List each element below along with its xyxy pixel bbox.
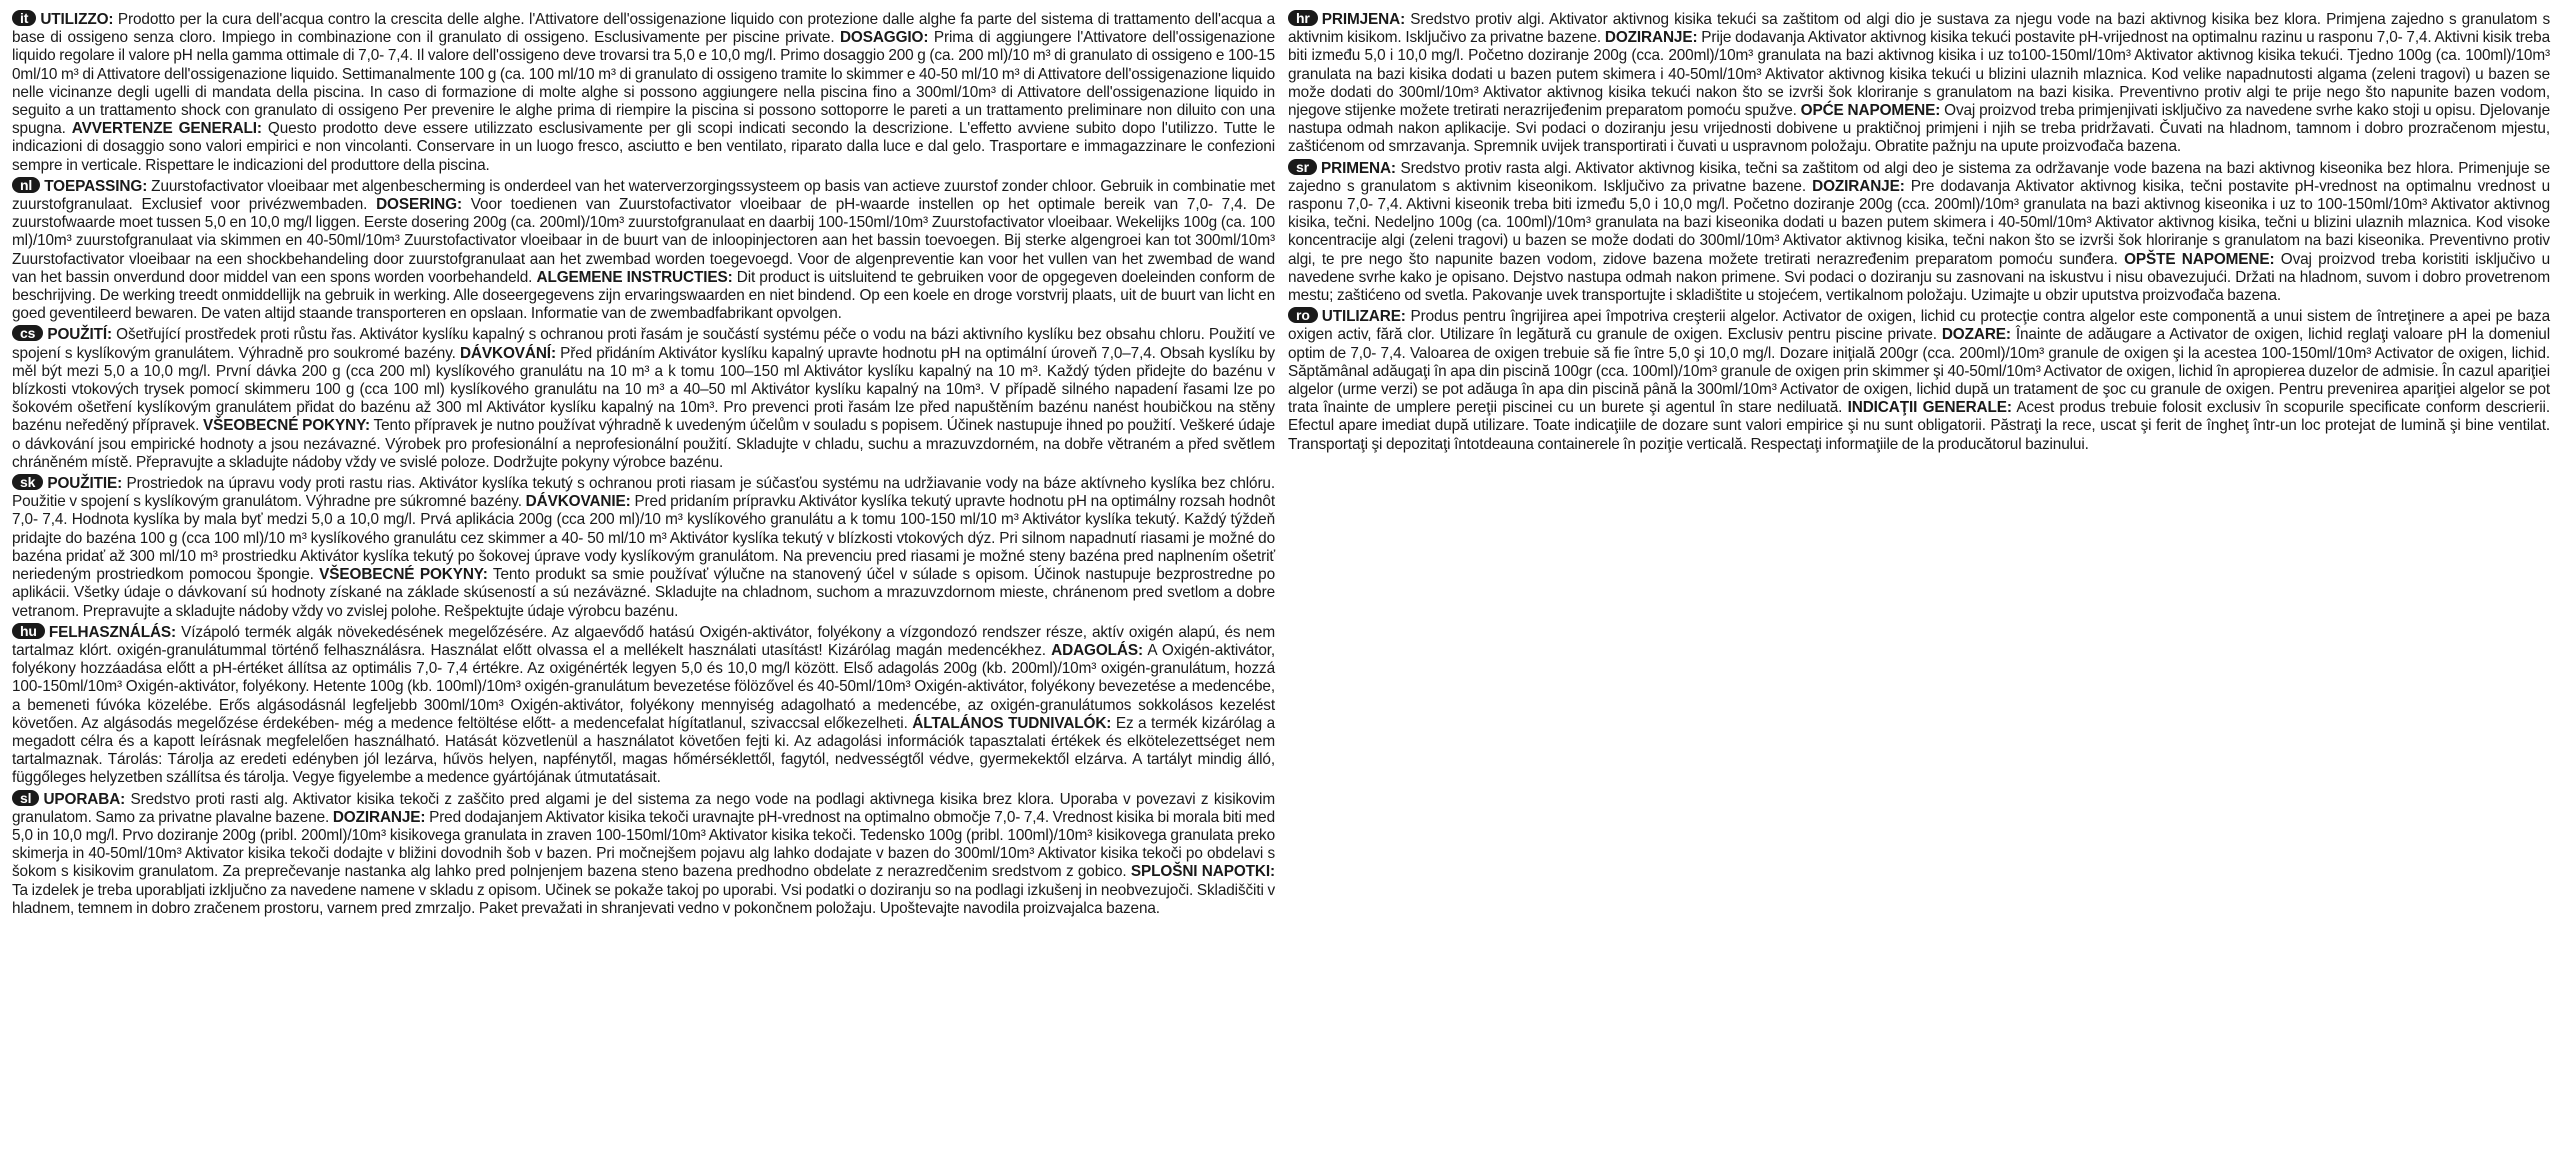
section-text: A Oxigén-aktivátor, folyékony hozzáadása előtt a pH-értéket állítsa az optimális 7,0- 7,4 értékre. Az oxigénérték legyen 5,0 és 10,0 mg/l között. Első adagolás 200g (kb. 200ml)/10m³ oxigén-granulátum, hozzá 100-150ml/10m³ Oxigén-aktivátor, folyékony. Hetente 100g (kb. 100ml)/10m³ oxigén-granulátum bevezetése fölözővel és 40-50ml/10m³ Oxigén-aktivátor, folyékony bevezetése a medencébe, a bemeneti fúvóka közelébe. Erős algásodásnál legfeljebb 300ml/10m³ Oxigén-aktivátor, folyékony mennyiség adagolható a medencébe, az oxigén-granulátumos sokkolásos kezelést követően. Az algásodás megelőzése érdekében- még a medence feltöltése előtt- a medencefalat hígítatlanul, szivaccsal előkezelheti.	[12, 641, 1276, 732]
language-badge-sr: sr	[1288, 159, 1317, 175]
section-heading: DOSAGGIO:	[839, 29, 929, 47]
section-heading: DOZIRANJE:	[332, 808, 426, 826]
section-text: Prostriedok na úpravu vody proti rastu rias. Aktivátor kyslíka tekutý s ochranou proti riasam je súčasťou systému na udržiavanie vody na báze aktívneho kyslíka bez chlóru. Použitie v spojení s kyslíkovým granulátom. Výhradne pre súkromné bazény.	[12, 475, 1275, 511]
section-text: Před přidáním Aktivátor kyslíku kapalný upravte hodnotu pH na optimální úroveň 7,0–7,4. Obsah kyslíku by měl být mezi 5,0 a 10,0 mg/l. První dávka 200 g (cca 200 ml) kyslíkového granulátu na 10 m³ a k tomu 100–150 ml Aktivátor kyslíku kapalný na 10 m³. Každý týden přidejte do bazénu v blízkosti vtokových trysek pomocí skimmeru 100 g (cca 100 ml) kyslíkového granulátu na 10 m³ a 40–50 ml Aktivátor kyslíku kapalný na 10m³. V případě silného napadení řasami lze po šokovém ošetření kyslíkovým granulátem přidat do bazénu až 300 ml Aktivátor kyslíku kapalný na 10m³. Pro prevenci proti řasám lze před napuštěním bazénu nanést houbičkou na stěny bazénu neředěný přípravek.	[12, 344, 1275, 435]
language-badge-sl: sl	[12, 790, 39, 806]
section-heading: SPLOŠNI NAPOTKI:	[1130, 863, 1276, 881]
section-text: Pred pridaním prípravku Aktivátor kyslíka tekutý upravte hodnotu pH na optimálny rozsah hodnôt 7,0- 7,4. Hodnota kyslíka by mala byť medzi 5,0 a 10,0 mg/l. Prvá aplikácia 200g (cca 200 ml)/10 m³ kyslíkového granulátu a k tomu 100-150 ml/10 m³ Aktivátor kyslíka tekutý. Každý týždeň pridajte do bazéna 100 g (cca 100 ml)/10 m³ kyslíkového granulátu cez skimmer a 40- 50 ml/10 m³ Aktivátor kyslíka tekutý v blízkosti vtokových dýz. Pri silnom napadnutí riasami je možné do bazéna pridať až 300 ml/10 m³ prostriedku Aktivátor kyslíka tekutý po šokovej úprave vody kyslíkovým granulátom. Na prevenciu pred riasami je možné steny bazéna pred naplnením ošetriť neriedeným prostriedkom pomocou špongie.	[12, 493, 1275, 584]
section-text: Sredstvo protiv algi. Aktivator aktivnog kisika tekući sa zaštitom od algi dio je sustava za njegu vode na bazi aktivnog kisika bez klora. Primjena zajedno s granulatom s aktivnim kisikom. Isključivo za privatne bazene.	[1288, 11, 2550, 47]
section-heading: ALGEMENE INSTRUCTIES:	[536, 268, 733, 286]
left-column	[12, 10, 1275, 920]
section-heading: OPĆE NAPOMENE:	[1800, 102, 1941, 120]
section-heading: UPORABA:	[43, 790, 126, 808]
section-heading: DÁVKOVÁNÍ:	[459, 344, 556, 362]
language-badge-ro: ro	[1288, 307, 1318, 323]
section-heading: OPŠTE NAPOMENE:	[2124, 250, 2275, 268]
section-heading: PRIMJENA:	[1321, 11, 1406, 28]
section-text: Produs pentru îngrijirea apei împotriva creşterii algelor. Activator de oxigen, lichid cu protecţie contra algelor este componentă a unui sistem de întreţinere a apei pe baza oxigen activ, fără clor. Utilizare în legătură cu granule de oxigen. Exclusiv pentru piscine private.	[1288, 308, 2550, 344]
section-text: Înainte de adăugare a Activator de oxigen, lichid reglaţi valoare pH la domeniul optim de 7,0- 7,4. Valoarea de oxigen trebuie să fie între 5,0 şi 10,0 mg/l. Dozare iniţială 200gr (cca. 200ml)/10m³ granule de oxigen şi la acestea 100-150ml/10m³ Activator de oxigen, lichid. Săptămânal adăugaţi în apa din piscină 100gr (cca. 100ml)/10m³ granule de oxigen prin skimmer şi 40-50ml/10m³ Activator de oxigen, lichid în apropierea duzelor de admisie. În cazul apariţiei algelor (urme verzi) se pot adăuga în apa din piscină până la 300ml/10m³ Activator de oxigen, lichid după un tratament de şoc cu granule de oxigen. Pentru prevenirea apariţiei algelor se pot trata înainte de umplere pereţii piscinei cu un burete şi agentul în stare nediluată.	[1288, 326, 2550, 417]
section-text: Prima di aggiungere l'Attivatore dell'ossigenazione liquido regolare il valore pH nella gamma ottimale di 7,0- 7,4. Il valore dell'ossigeno deve trovarsi tra 5,0 e 10,0 mg/l. Primo dosaggio 200 g (ca. 200 ml)/10 m³ di granulato di ossigeno e 100-15 0ml/10 m³ di Attivatore dell'ossigenazione liquido. Settimanalmente 100 g (ca. 100 ml/10 m³ di granulato di ossigeno tramite lo skimmer e 40-50 ml/10 m³ di Attivatore dell'ossigenazione liquido nelle vicinanze degli ugelli di mandata della piscina. In caso di formazione di molte alghe si possono aggiungere nella piscina fino a 300ml/10m³ di Attivatore dell'ossigenazione liquido in seguito a un trattamento shock con granulato di ossigeno Per prevenire le alghe prima di riempire la piscina si possono sottoporre le pareti a un trattamento preliminare non diluito con una spugna.	[12, 29, 1275, 138]
section-text: Ovaj proizvod treba koristiti isključivo u navedene svrhe kako je opisano. Dejstvo nastupa odmah nakon primene. Svi podaci o doziranju su zasnovani na iskustvu i nisu obavezujući. Držati na hladnom, suvom i dobro provetrenom mestu; zaštićeno od svetla. Pakovanje uvek transportujte i skladištite u stojećem, vertikalnom položaju. Uzimajte u obzir uputstva proizvođača bazena.	[1288, 250, 2551, 305]
section-text: Prodotto per la cura dell'acqua contro la crescita delle alghe. l'Attivatore dell'ossigenazione liquido con protezione dalle alghe fa parte del sistema di trattamento dell'acqua a base di ossigeno senza cloro. Impiego in combinazione con il granulato di ossigeno. Esclusivamente per piscine private.	[12, 11, 1275, 47]
section-text: Ez a termék kizárólag a megadott célra és a kapott leírásnak megfelelően használható. Hatását közvetlenül a használatot követően fejti ki. Az adagolási információk tapasztalati értékek és elkötelezettséget nem tartalmaznak. Tárolás: Tárolja az eredeti edényben jól lezárva, hűvös helyen, napfénytől, magas hőmérséklettől, fagytól, nedvességtől védve, gyermekektől elzárva. A tartályt mindig álló, függőleges helyzetben szállítsa és tárolja. Vegye figyelembe a medence gyártójának útmutatásait.	[12, 714, 1275, 787]
section-sk	[12, 474, 1275, 621]
section-heading: DOZIRANJE:	[1812, 177, 1905, 195]
section-heading: POUŽITÍ:	[47, 326, 113, 344]
section-text: Tento přípravek je nutno používat výhradně k uvedeným účelům v souladu s popisem. Účinek nastupuje ihned po použití. Veškeré údaje o dávkování jsou empirické hodnoty a jsou nezávazné. Výrobek pro profesionální a neprofesionální použití. Skladujte v chladu, suchu a mrazuvzdorném, na dobře větraném a před světlem chráněném místě. Přepravujte a skladujte nádoby vždy ve svislé poloze. Dodržujte pokyny výrobce bazénu.	[12, 417, 1276, 471]
section-heading: FELHASZNÁLÁS:	[48, 623, 177, 641]
section-text: Acest produs trebuie folosit exclusiv în scopurile specificate conform descrierii. Efectul apare imediat după utilizare. Toate indicaţiile de dozare sunt valori empirice şi nu sunt obligatorii. Păstraţi la rece, uscat şi ferit de îngheţ într-un loc protejat de lumină şi bine ventilat. Transportaţi şi depozitaţi întotdeauna containerele în poziţie verticală. Respectaţi informaţiile de la producătorul bazinului.	[1288, 399, 2550, 453]
section-text: Tento produkt sa smie používať výlučne na stanovený účel v súlade s opisom. Účinok nastupuje bezprostredne po aplikácii. Všetky údaje o dávkovaní sú hodnoty získané na základe skúseností a sú nezáväzné. Skladujte na chladnom, suchom a mrazuvzdornom mieste, chránenom pred svetlom a dobre vetranom. Prepravujte a skladujte nádoby vždy vo zvislej polohe. Rešpektujte údaje výrobcu bazénu.	[12, 566, 1276, 620]
section-text: Pre dodavanja Aktivator aktivnog kisika, tečni postavite pH-vrednost na optimalnu vrednost u rasponu 7,0- 7,4. Aktivni kiseonik treba biti između 5,0 i 10,0 mg/l. Početno doziranje 200g (cca. 200ml)/10m³ granulata na bazi aktivnog kiseonika i uz to 100-150ml/10m³ Aktivator aktivnog kisika, tečni. Nedeljno 100g (ca. 100ml)/10m³ granulata na bazi kiseonika dodati u bazen putem skimera i 40-50ml/10m³ Aktivator aktivnog kisika, tečni u blizini ulaznih mlaznica. Kod visoke koncentracije algi (zeleni tragovi) u bazen se može dodati do 300ml/10m³ Aktivator aktivnog kisika, tečni nakon što se izvrši šok hloriranje s granulatom na bazi kiseonika. Preventivno protiv algi, te pre nego što napunite bazen vodom, zidove bazena možete tretirati nerazređenim preparatom pomoću sunđera.	[1288, 177, 2550, 268]
section-heading: UTILIZARE:	[1321, 308, 1406, 326]
section-heading: UTILIZZO:	[40, 11, 114, 28]
section-heading: DOZIRANJE:	[1604, 29, 1698, 47]
section-hr	[1288, 10, 2550, 157]
section-text: Dit product is uitsluitend te gebruiken voor de opgegeven doeleinden conform de beschrijving. De werking treedt onmiddellijk na gebruik in werking. Alle doseergegevens zijn ervaringswaarden en niet bindend. Op een koele en droge vorstvrij plaats, uit de buurt van licht en goed geventileerd bewaren. De vaten altijd staande transporteren en opslaan. Informatie van de zwembadfabrikant opvolgen.	[12, 268, 1275, 323]
section-heading: VŠEOBECNÉ POKYNY:	[319, 566, 488, 584]
section-text: Pred dodajanjem Aktivator kisika tekoči uravnajte pH-vrednost na optimalno območje 7,0- 7,4. Vrednost kisika bi morala biti med 5,0 in 10,0 mg/l. Prvo doziranje 200g (pribl. 200ml)/10m³ kisikovega granulata in zraven 100-150ml/10m³ Aktivator kisika tekoči. Tedensko 100g (pribl. 100ml)/10m³ kisikovega granulata preko skimerja in 40-50ml/10m³ Aktivator kisika tekoči dodajte v bližini dovodnih šob v bazen. Pri močnejšem pojavu alg lahko dodajate v bazen do 300ml/10m³ Aktivator kisika tekoči po obdelavi s šokom s kisikovim granulatom. Za preprečevanje nastanka alg lahko pred polnjenjem bazena steno bazena predhodno obdelate z nerazredčenim sredstvom z gobico.	[12, 808, 1275, 881]
section-heading: DÁVKOVANIE:	[525, 493, 631, 511]
section-ro	[1288, 307, 2550, 454]
section-heading: DOZARE:	[1941, 326, 2011, 344]
section-text: Questo prodotto deve essere utilizzato esclusivamente per gli scopi indicati secondo la descrizione. L'effetto avviene subito dopo l'utilizzo. Tutte le indicazioni di dosaggio sono valori empirici e non vincolanti. Conservare in un luogo fresco, asciutto e ben ventilato, riparato dalla luce e dal gelo. Trasportare e immagazzinare le confezioni sempre in verticale. Rispettare le indicazioni del produttore della piscina.	[12, 120, 1276, 174]
section-heading: ADAGOLÁS:	[1051, 641, 1143, 659]
section-text: Sredstvo protiv rasta algi. Aktivator aktivnog kisika, tečni sa zaštitom od algi deo je sistema za održavanje vode bazena na bazi aktivnog kiseonika bez hlora. Primenjuje se zajedno s granulatom s aktivnim kiseonikom. Isključivo za privatne bazene.	[1288, 159, 2550, 195]
section-text: Vízápoló termék algák növekedésének megelőzésére. Az algaevődő hatású Oxigén-aktivátor, folyékony a vízgondozó rendszer része, aktív oxigén alapú, és nem tartalmaz klórt. oxigén-granulátummal történő felhasználásra. Használat előtt olvassa el a mellékelt használati utasítást! Kizárólag magán medencékhez.	[12, 623, 1275, 659]
section-text: Ošetřující prostředek proti růstu řas. Aktivátor kyslíku kapalný s ochranou proti řasám je součástí systému péče o vodu na bázi aktivního kyslíku bez obsahu chloru. Použití ve spojení s kyslíkovým granulátem. Výhradně pro soukromé bazény.	[12, 326, 1275, 362]
section-text: Voor toedienen van Zuurstofactivator vloeibaar de pH-waarde instellen op het optimale bereik van 7,0- 7,4. De zuurstofwaarde moet tussen 5,0 en 10,0 mg/l liggen. Eerste dosering 200g (ca. 200ml)/10m³ zuurstofgranulaat en daarbij 100-150ml/10m³ Zuurstofactivator vloeibaar. Wekelijks 100g (ca. 100 ml)/10m³ zuurstofgranulaat via skimmen en 40-50ml/10m³ Zuurstofactivator vloeibaar in de buurt van de inloopinjectoren aan het bassin toevoegen. Bij sterke algengroei kan tot 300ml/10m³ Zuurstofactivator vloeibaar na een shockbehandeling door zuurstofgranulaat aan het zwembad worden toegevoegd. Voor de algenpreventie kan voor het vullen van het zwembad de wand van het bassin onverdund door middel van een spons worden voorbehandeld.	[12, 196, 1275, 286]
section-it	[12, 10, 1275, 175]
section-heading: ÁLTALÁNOS TUDNIVALÓK:	[912, 714, 1112, 732]
section-nl	[12, 177, 1275, 324]
language-badge-hr: hr	[1288, 10, 1318, 26]
section-text: Zuurstofactivator vloeibaar met algenbescherming is onderdeel van het waterverzorgingssysteem op basis van actieve zuurstof zonder chloor. Gebruik in combinatie met zuurstofgranulaat. Exclusief voor privézwembaden.	[12, 177, 1275, 214]
section-heading: PRIMENA:	[1321, 159, 1396, 177]
section-heading: AVVERTENZE GENERALI:	[71, 120, 262, 138]
section-sr	[1288, 159, 2550, 306]
section-sl	[12, 790, 1275, 918]
section-text: Prije dodavanja Aktivator aktivnog kisika tekući postavite pH-vrijednost na optimalnu razinu u rasponu 7,0- 7,4. Aktivni kisik treba biti između 5,0 i 10,0 mg/l. Početno doziranje 200g (cca. 200ml)/10m³ granulata na bazi aktivnog kisika i uz to100-150ml/10m³ Aktivator aktivnog kisika tekući. Tjedno 100g (ca. 100ml)/10m³ granulata na bazi kisika dodati u bazen putem skimera i 40-50ml/10m³ Aktivator aktivnog kisika tekući u blizini ulaznih mlaznica. Kod velike napadnutosti algama (zeleni tragovi) u bazen se može dodati do 300ml/10m³ Aktivator aktivnog kisika tekući nakon što se izvrši šok kloriranje s granulatom na bazi kisika. Preventivno protiv algi te prije nego što napunite bazen vodom, njegove stijenke možete tretirati nerazrijeđenim preparatom pomoću spužve.	[1288, 29, 2550, 120]
language-badge-hu: hu	[12, 623, 45, 639]
language-badge-sk: sk	[12, 474, 43, 490]
section-hu	[12, 623, 1275, 788]
language-badge-cs: cs	[12, 325, 43, 341]
section-heading: DOSERING:	[376, 196, 462, 214]
language-badge-it: it	[12, 10, 36, 26]
section-heading: VŠEOBECNÉ POKYNY:	[203, 417, 371, 435]
section-text: Sredstvo proti rasti alg. Aktivator kisika tekoči z zaščito pred algami je del sistema za nego vode na podlagi aktivnega kisika brez klora. Uporaba v povezavi z kisikovim granulatom. Samo za privatne plavalne bazene.	[12, 790, 1275, 826]
section-text: Ovaj proizvod treba primjenjivati isključivo za navedene svrhe kako stoji u opisu. Djelovanje nastupa odmah nakon aplikacije. Svi podaci o doziranju jesu vrijednosti dobivene u praktičnoj primjeni i njih se treba pridržavati. Čuvati na hladnom, tamnom i dobro prozračenom mjestu, zaštićenom od smrzavanja. Spremnik uvijek transportirati i čuvati u uspravnom položaju. Obratite pažnju na upute proizvođača bazena.	[1288, 102, 2550, 156]
section-cs	[12, 325, 1275, 472]
section-heading: POUŽITIE:	[47, 475, 123, 493]
section-text: Ta izdelek je treba uporabljati izključno za navedene namene v skladu z opisom. Učinek se pokaže takoj po uporabi. Vsi podatki o doziranju so na podlagi izkušenj in neobvezujoči. Skladiščiti v hladnem, temnem in dobro zračenem prostoru, varnem pred zmrzaljo. Paket prevažati in shranjevati vedno v pokončnem položaju. Upoštevajte navodila proizvajalca bazena.	[12, 881, 1275, 917]
right-column	[1288, 10, 2550, 456]
section-heading: INDICAŢII GENERALE:	[1847, 399, 2012, 417]
language-badge-nl: nl	[12, 177, 40, 193]
section-heading: TOEPASSING:	[44, 177, 148, 195]
